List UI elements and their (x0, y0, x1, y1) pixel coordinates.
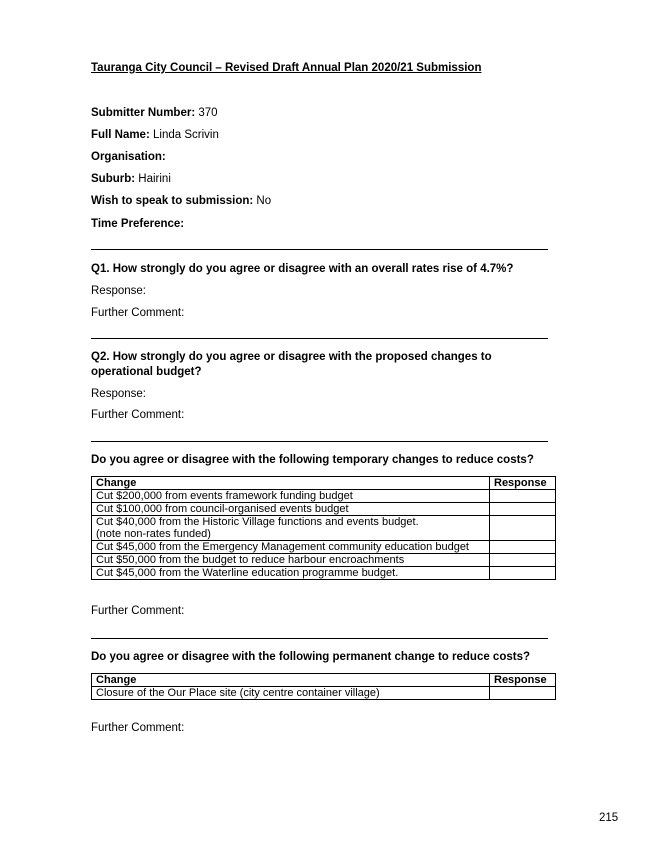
change-cell (92, 516, 490, 541)
response-cell (490, 687, 556, 700)
response-cell (490, 516, 556, 541)
submitter-number-value: 370 (198, 107, 218, 119)
change-cell: Cut $100,000 from council-organised events budget (92, 503, 490, 516)
suburb-label: Suburb: (91, 173, 136, 185)
change-cell: Cut $200,000 from events framework funding budget (92, 490, 490, 503)
organisation-label: Organisation: (91, 151, 166, 163)
permanent-change-question: Do you agree or disagree with the following permanent change to reduce costs? (91, 651, 530, 663)
response-cell (490, 567, 556, 580)
table-row (92, 516, 556, 541)
table-row (92, 541, 556, 554)
permanent-comment-label: Further Comment: (91, 722, 185, 734)
full-name-label: Full Name: (91, 129, 150, 141)
change-cell: Cut $45,000 from the Waterline education programme budget. (92, 567, 490, 580)
suburb-value: Hairini (138, 173, 171, 185)
response-column-header: Response (490, 477, 556, 490)
change-cell: Cut $50,000 from the budget to reduce harbour encroachments (92, 554, 490, 567)
divider (91, 638, 548, 639)
table-row (92, 554, 556, 567)
temporary-changes-table (91, 476, 556, 580)
table-row (92, 490, 556, 503)
speak-label: Wish to speak to submission: (91, 195, 254, 207)
table-row (92, 567, 556, 580)
speak-field (91, 195, 271, 207)
submitter-number-label: Submitter Number: (91, 107, 196, 119)
page-number: 215 (599, 812, 619, 824)
q1-question: Q1. How strongly do you agree or disagree with an overall rates rise of 4.7%? (91, 263, 514, 275)
organisation-field (91, 151, 166, 163)
suburb-field (91, 173, 171, 185)
table-header-row (92, 477, 556, 490)
q1-response-label: Response: (91, 285, 146, 297)
change-column-header: Change (92, 674, 490, 687)
response-cell (490, 503, 556, 516)
change-column-header: Change (92, 477, 490, 490)
time-preference-label: Time Preference: (91, 218, 185, 230)
table-header-row (92, 674, 556, 687)
submitter-number-field (91, 107, 218, 119)
full-name-value: Linda Scrivin (153, 129, 219, 141)
time-preference-field (91, 218, 184, 230)
change-cell: Cut $45,000 from the Emergency Management community education budget (92, 541, 490, 554)
divider (91, 249, 548, 250)
change-cell: Closure of the Our Place site (city centre container village) (92, 687, 490, 700)
q1-comment-label: Further Comment: (91, 307, 185, 319)
divider (91, 338, 548, 339)
temporary-comment-label: Further Comment: (91, 605, 185, 617)
speak-value: No (256, 195, 272, 207)
response-column-header: Response (490, 674, 556, 687)
response-cell (490, 490, 556, 503)
response-cell (490, 554, 556, 567)
q2-response-label: Response: (91, 388, 146, 400)
divider (91, 441, 548, 442)
permanent-change-table (91, 673, 556, 700)
response-cell (490, 541, 556, 554)
table-row (92, 503, 556, 516)
q2-comment-label: Further Comment: (91, 409, 185, 421)
change-text: Cut $40,000 from the Historic Village functions and events budget. (96, 516, 419, 528)
table-row (92, 687, 556, 700)
page-title: Tauranga City Council – Revised Draft Annual Plan 2020/21 Submission (91, 62, 482, 74)
full-name-field (91, 129, 219, 141)
change-note: (note non-rates funded) (96, 528, 211, 540)
q2-question: Q2. How strongly do you agree or disagree with the proposed changes to operational budget? (91, 351, 492, 378)
temporary-changes-question: Do you agree or disagree with the following temporary changes to reduce costs? (91, 454, 534, 466)
